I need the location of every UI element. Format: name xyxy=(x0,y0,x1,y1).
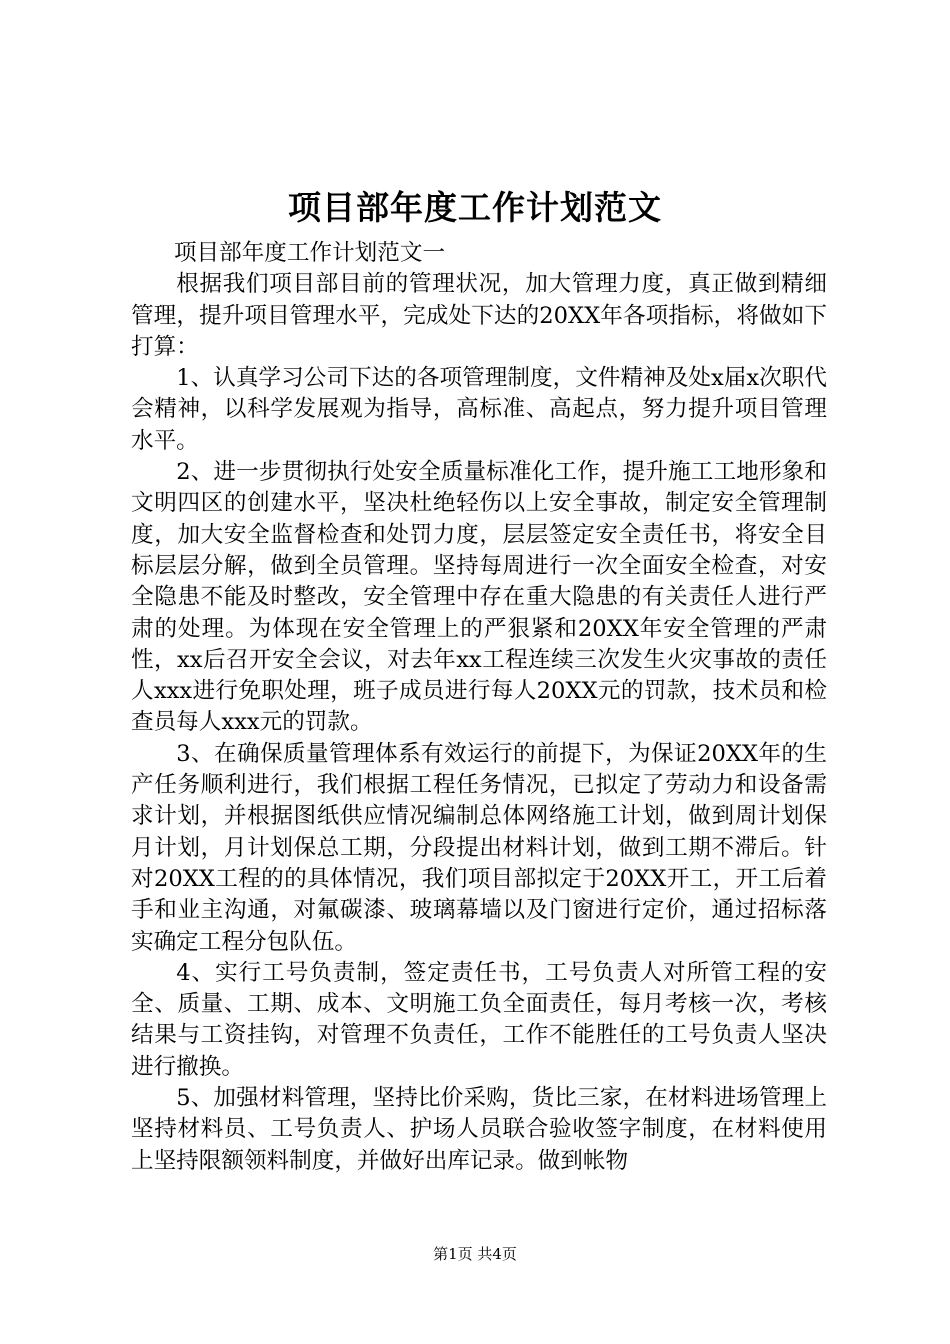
document-subtitle: 项目部年度工作计划范文一 xyxy=(173,240,446,266)
page-number-footer: 第1页 共4页 xyxy=(433,1245,517,1263)
paragraph-item-5: 5、加强材料管理，坚持比价采购，货比三家，在材料进场管理上坚持材料员、工号负责人、护场人员联合验收签字制度，在材料使用上坚持限额领料制度，并做好出库记录。做到帐物 xyxy=(131,1085,827,1174)
document-body xyxy=(131,238,827,1177)
document-title: 项目部年度工作计划范文 xyxy=(288,188,662,227)
paragraph-item-4: 4、实行工号负责制，签定责任书，工号负责人对所管工程的安全、质量、工期、成本、文明施工负全面责任，每月考核一次，考核结果与工资挂钩，对管理不负责任，工作不能胜任的工号负责人坚决进行撤换。 xyxy=(131,959,827,1080)
paragraph-item-2: 2、进一步贯彻执行处安全质量标准化工作，提升施工工地形象和文明四区的创建水平，坚决杜绝轻伤以上安全事故，制定安全管理制度，加大安全监督检查和处罚力度，层层签定安全责任书，将安全目标层层分解，做到全员管理。坚持每周进行一次全面安全检查，对安全隐患不能及时整改，安全管理中存在重大隐患的有关责任人进行严肃的处理。为体现在安全管理上的严狠紧和20XX年安全管理的严肃性，xx后召开安全会议，对去年xx工程连续三次发生火灾事故的责任人xxx进行免职处理，班子成员进行每人20XX元的罚款，技术员和检查员每人xxx元的罚款。 xyxy=(131,459,827,736)
paragraph-item-3: 3、在确保质量管理体系有效运行的前提下，为保证20XX年的生产任务顺利进行，我们根据工程任务情况，已拟定了劳动力和设备需求计划，并根据图纸供应情况编制总体网络施工计划，做到周计划保月计划，月计划保总工期，分段提出材料计划，做到工期不滞后。针对20XX工程的的具体情况，我们项目部拟定于20XX开工，开工后着手和业主沟通，对氟碳漆、玻璃幕墙以及门窗进行定价，通过招标落实确定工程分包队伍。 xyxy=(131,740,827,955)
paragraph-intro: 根据我们项目部目前的管理状况，加大管理力度，真正做到精细管理，提升项目管理水平，完成处下达的20XX年各项指标，将做如下打算： xyxy=(131,271,827,360)
paragraph-item-1: 1、认真学习公司下达的各项管理制度，文件精神及处x届x次职代会精神，以科学发展观为指导，高标准、高起点，努力提升项目管理水平。 xyxy=(131,365,827,454)
